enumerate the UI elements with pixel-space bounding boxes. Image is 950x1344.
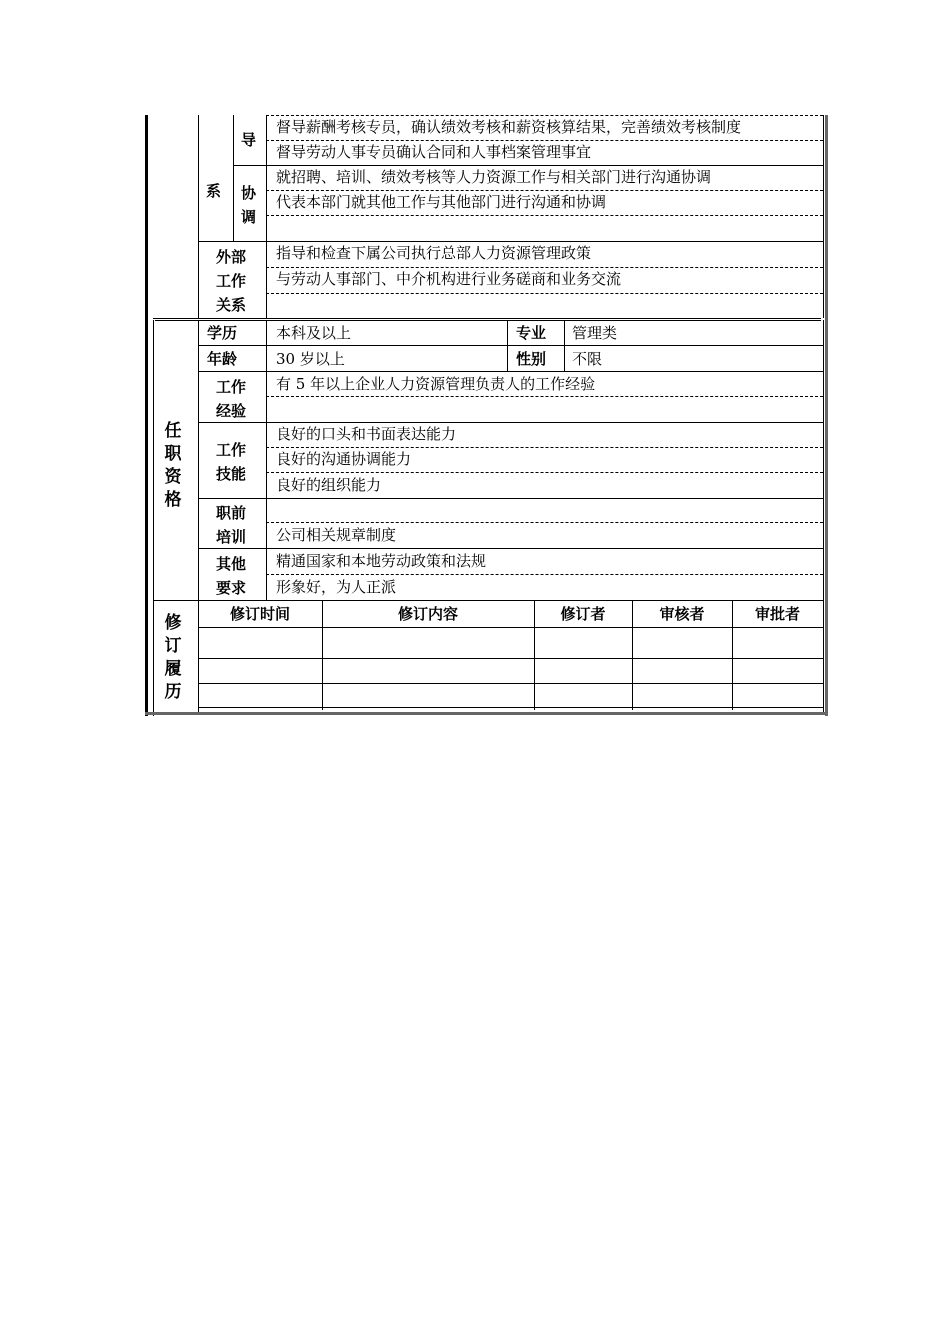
coordinate-line-1: 就招聘、培训、绩效考核等人力资源工作与相关部门进行沟通协调 xyxy=(276,168,712,186)
skills-label: 工作 技能 xyxy=(216,441,247,483)
age-label: 年龄 xyxy=(207,350,238,368)
row-dashed xyxy=(266,574,823,575)
skills-line-3: 良好的组织能力 xyxy=(276,476,382,494)
revision-header-approver: 审批者 xyxy=(754,605,800,623)
coordinate-line-2: 代表本部门就其他工作与其他部门进行沟通和协调 xyxy=(276,193,607,211)
other-line-2: 形象好，为人正派 xyxy=(276,578,397,596)
revision-header-time: 修订时间 xyxy=(229,605,290,623)
row-dashed xyxy=(266,293,823,294)
coordinate-label: 协 调 xyxy=(241,184,257,226)
row-dashed xyxy=(266,447,823,448)
relations-col-line-1 xyxy=(198,115,199,318)
education-value: 本科及以上 xyxy=(276,324,352,342)
training-label: 职前 培训 xyxy=(216,504,247,546)
relations-col-line-2 xyxy=(233,115,234,242)
section-separator-2 xyxy=(153,600,823,601)
revision-header-reviser: 修订者 xyxy=(560,605,606,623)
skills-line-2: 良好的沟通协调能力 xyxy=(276,450,412,468)
qual-col-line-1 xyxy=(198,320,199,712)
row-solid xyxy=(198,498,823,499)
revision-row-line xyxy=(198,707,823,708)
age-value: 30 岁以上 xyxy=(276,350,345,368)
row-solid xyxy=(233,165,823,166)
relations-col-line-3 xyxy=(266,115,267,318)
skills-line-1: 良好的口头和书面表达能力 xyxy=(276,425,457,443)
row-dashed xyxy=(266,267,823,268)
relations-section-label: 系 xyxy=(206,182,222,200)
revision-header-content: 修订内容 xyxy=(397,605,458,623)
guide-line-2: 督导劳动人事专员确认合同和人事档案管理事宜 xyxy=(276,143,592,161)
other-label: 其他 要求 xyxy=(216,555,247,597)
other-line-1: 精通国家和本地劳动政策和法规 xyxy=(276,552,487,570)
left-border xyxy=(145,115,148,716)
revision-row-line xyxy=(198,683,823,684)
revision-row-line xyxy=(198,627,823,628)
guide-label: 导 xyxy=(241,131,257,149)
experience-label: 工作 经验 xyxy=(216,378,247,420)
section-separator-1 xyxy=(153,318,821,319)
qualifications-section-label: 任 职 资 格 xyxy=(164,421,182,510)
row-solid xyxy=(198,422,823,423)
relations-col-line-4 xyxy=(823,115,824,318)
row-solid xyxy=(198,548,823,549)
training-line-1: 公司相关规章制度 xyxy=(276,526,397,544)
row-dashed xyxy=(266,215,823,216)
row-dashed xyxy=(266,190,823,191)
bottom-border xyxy=(145,712,828,715)
guide-line-1: 督导薪酬考核专员，确认绩效考核和薪资核算结果，完善绩效考核制度 xyxy=(276,118,742,136)
row-solid xyxy=(198,241,823,242)
qual-col-line-3 xyxy=(823,320,824,712)
row-dashed xyxy=(266,140,823,141)
section-separator-1b xyxy=(155,320,821,321)
qual-col-line-4 xyxy=(507,320,508,372)
experience-line-1: 有 5 年以上企业人力资源管理负责人的工作经验 xyxy=(276,375,596,393)
gender-label: 性别 xyxy=(516,350,547,368)
major-value: 管理类 xyxy=(572,324,618,342)
major-label: 专业 xyxy=(516,324,547,342)
row-solid xyxy=(198,371,823,372)
row-dashed xyxy=(266,472,823,473)
gender-value: 不限 xyxy=(572,350,603,368)
external-line-2: 与劳动人事部门、中介机构进行业务磋商和业务交流 xyxy=(276,270,622,288)
right-border xyxy=(825,115,828,716)
external-line-1: 指导和检查下属公司执行总部人力资源管理政策 xyxy=(276,244,592,262)
education-label: 学历 xyxy=(207,324,238,342)
row-top-dashed xyxy=(266,115,823,116)
row-dashed xyxy=(266,522,823,523)
revision-section-label: 修 订 履 历 xyxy=(164,613,182,702)
qual-col-line-2 xyxy=(266,320,267,600)
row-dashed xyxy=(266,396,823,397)
revision-header-reviewer: 审核者 xyxy=(659,605,705,623)
external-label: 外部 工作 关系 xyxy=(216,248,247,314)
qual-col-line-5 xyxy=(564,320,565,372)
revision-row-line xyxy=(198,658,823,659)
left-inner-border xyxy=(153,320,154,716)
row-solid xyxy=(198,345,823,346)
